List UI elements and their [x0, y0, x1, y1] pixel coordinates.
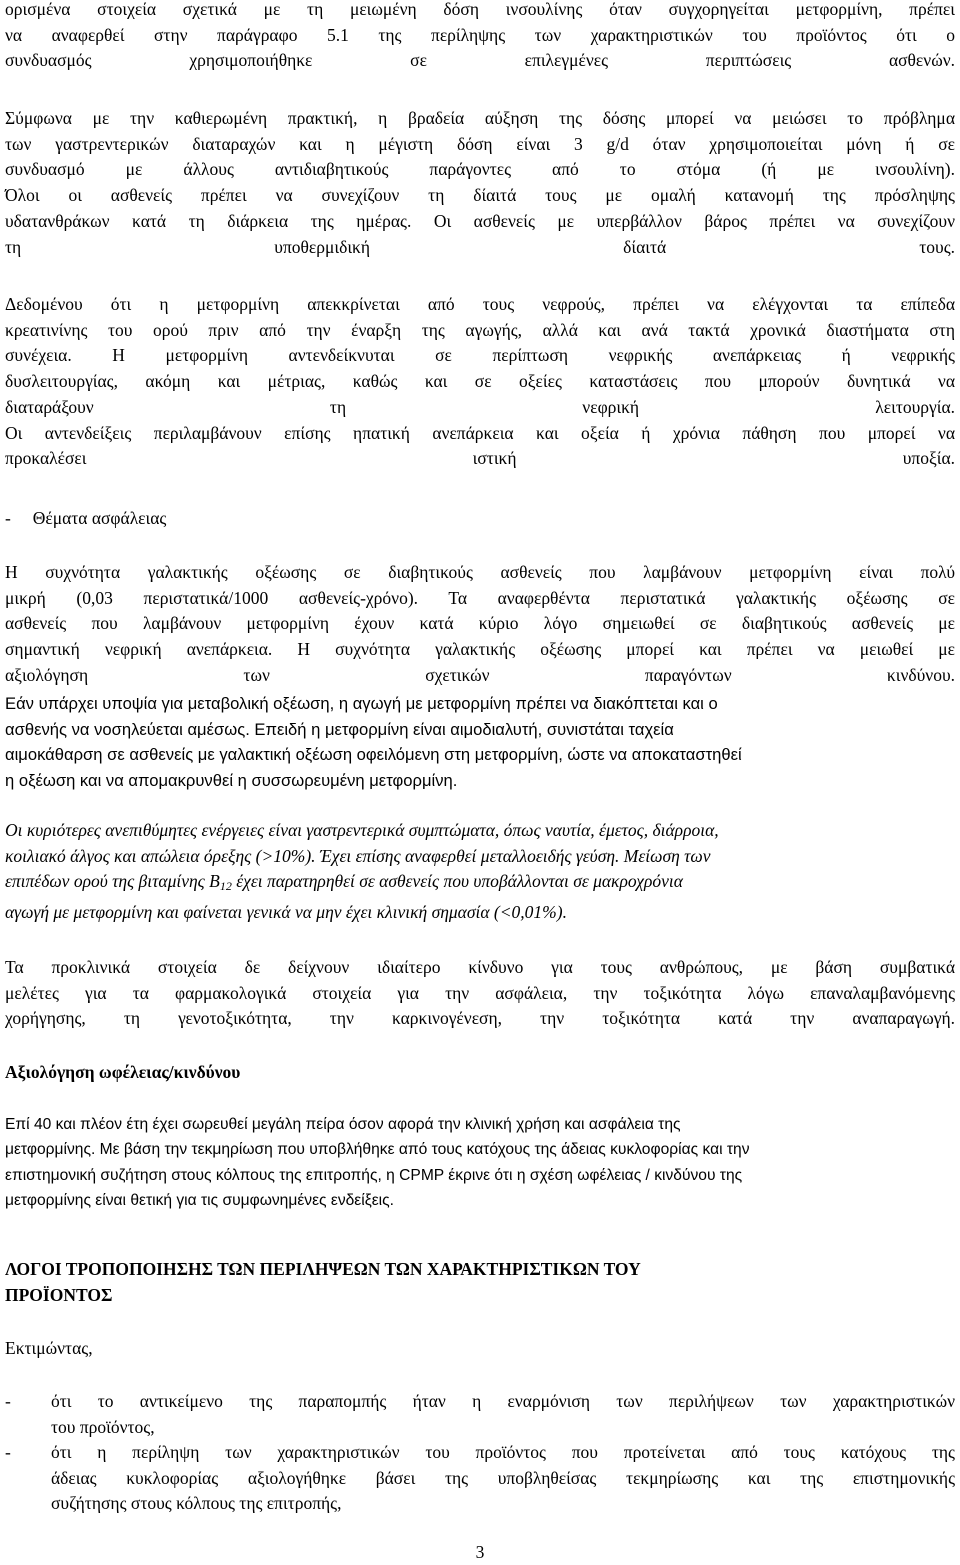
text-line: τη υποθερμιδική δίαιτά τους.	[5, 236, 955, 257]
paragraph-dose	[5, 106, 955, 260]
list-item	[5, 1440, 955, 1518]
text-line: κοιλιακό άλγος και απώλεια όρεξης (>10%). Έχει επίσης αναφερθεί μεταλλοειδής γεύση. Μείωση των	[5, 845, 711, 866]
paragraph-intro	[5, 0, 955, 74]
text-line: Εάν υπάρχει υποψία για μεταβολική οξέωση, η αγωγή με μετφορμίνη πρέπει να διακόπτεται και ο	[5, 694, 718, 713]
list-item	[5, 1389, 955, 1441]
heading-line: ΛΟΓΟΙ ΤΡΟΠΟΠΟΙΗΣΗΣ ΤΩΝ ΠΕΡΙΛΗΨΕΩΝ ΤΩΝ ΧΑΡΑΚΤΗΡΙΣΤΙΚΩΝ ΤΟΥ	[5, 1259, 641, 1279]
text-line	[5, 869, 955, 900]
text-line: Η συχνότητα γαλακτικής οξέωσης σε διαβητικούς ασθενείς που λαμβάνουν μετφορμίνη είναι πολύ	[5, 562, 955, 582]
text-line: Επί 40 και πλέον έτη έχει σωρευθεί μεγάλη πείρα όσον αφορά την κλινική χρήση και ασφάλεια της	[5, 1116, 681, 1133]
text-line: υδατανθράκων κατά τη διάρκεια της ημέρας. Οι ασθενείς με υπερβάλλον βάρος πρέπει να συνεχίζουν	[5, 210, 955, 231]
text-line: σημαντική νεφρική ανεπάρκεια. Η συχνότητα γαλακτικής οξέωσης μπορεί και πρέπει να μειωθεί με	[5, 639, 955, 660]
list-item-text	[51, 1389, 955, 1440]
text-fragment: έχει παρατηρηθεί σε ασθενείς που υποβάλλονται σε μακροχρόνια	[231, 871, 683, 892]
section-heading-safety: - Θέματα ασφάλειας	[5, 508, 167, 528]
paragraph-renal	[5, 292, 955, 472]
paragraph-preclinical	[5, 955, 955, 1032]
text-line: διαταράξουν τη νεφρική λειτουργία.	[5, 396, 955, 417]
paragraph-benefit-risk	[5, 1112, 955, 1213]
list-item-text	[51, 1440, 955, 1517]
subscript: 12	[219, 879, 232, 894]
page-number: 3	[475, 1542, 485, 1562]
text-fragment: επιπέδων ορού της βιταμίνης Β	[5, 871, 220, 892]
text-line: μετφορμίνης είναι θετική για τις συμφωνημένες ενδείξεις.	[5, 1191, 394, 1209]
text-line: επιστημονική συζήτηση στους κόλπους της επιτροπής, η CPMP έκρινε ότι η σχέση ωφέλειας / κινδύνου της	[5, 1166, 743, 1184]
section-heading-benefit-risk: Αξιολόγηση ωφέλειας/κινδύνου	[5, 1062, 241, 1082]
text-line: αιμοκάθαρση σε ασθενείς με γαλακτική οξέωση οφειλόμενη στη μετφορμίνη, ώστε να αποκαταστηθεί	[5, 745, 742, 765]
paragraph-adverse-reactions	[5, 818, 955, 926]
text-line: μικρή (0,03 περιστατικά/1000 ασθενείς-χρόνο). Τα αναφερθέντα περιστατικά γαλακτικής οξέωσης σε	[5, 587, 955, 608]
section-heading-grounds	[5, 1256, 955, 1308]
text-line: η οξέωση και να απομακρυνθεί η συσσωρευμένη μετφορμίνη.	[5, 771, 458, 791]
paragraph-metabolic-acidosis	[5, 691, 955, 794]
text-line: συνέχεια. Η μετφορμίνη αντενδείκνυται σε περίπτωση νεφρικής ανεπάρκειας ή νεφρικής	[5, 345, 955, 366]
text-line: κρεατινίνης του ορού πριν από την έναρξη της αγωγής, αλλά και ανά τακτά χρονικά διαστήματα στη	[5, 319, 955, 340]
text-line: Οι αντενδείξεις περιλαμβάνουν επίσης ηπατική ανεπάρκεια και οξεία ή χρόνια πάθηση που μπορεί να	[5, 422, 955, 443]
text-line: των γαστρεντερικών διαταραχών και η μέγιστη δόση είναι 3 g/d όταν χρησιμοποιείται μόνη ή σε	[5, 133, 955, 154]
list-dash: -	[5, 1442, 11, 1462]
text-line: Τα προκλινικά στοιχεία δε δείχνουν ιδιαίτερο κίνδυνο για τους ανθρώπους, με βάση συμβατικά	[5, 957, 955, 977]
text-line: να αναφερθεί στην παράγραφο 5.1 της περίληψης των χαρακτηριστικών του προϊόντος ότι ο	[5, 24, 955, 45]
heading-line: ΠΡΟΪΟΝΤΟΣ	[5, 1285, 113, 1305]
text-line: άδειας κυκλοφορίας αξιολογήθηκε βάσει της υποβληθείσας τεκμηρίωσης και της επιστημονικής	[51, 1467, 955, 1488]
text-line: ότι το αντικείμενο της παραπομπής ήταν η εναρμόνιση των περιλήψεων των χαρακτηριστικών	[51, 1391, 955, 1411]
text-line: προκαλέσει ιστική υποξία.	[5, 448, 955, 469]
list-dash: -	[5, 1391, 11, 1411]
text-line: ασθενείς που λαμβάνουν μετφορμίνη έχουν κατά κύριο λόγο σημειωθεί σε διαβητικούς ασθενείς με	[5, 613, 955, 634]
text-line: μετφορμίνης. Με βάση την τεκμηρίωση που υποβλήθηκε από τους κατόχους της άδειας κυκλοφορίας και την	[5, 1141, 750, 1159]
text-line: συνδυασμό με άλλους αντιδιαβητικούς παράγοντες από το στόμα (ή με ινσουλίνη).	[5, 159, 955, 180]
text-line: αγωγή με μετφορμίνη και φαίνεται γενικά να μην έχει κλινική σημασία (<0,01%).	[5, 902, 567, 923]
text-line: Οι κυριότερες ανεπιθύμητες ενέργειες είναι γαστρεντερικά συμπτώματα, όπως ναυτία, έμετος, διάρροια,	[5, 820, 719, 840]
text-line: Όλοι οι ασθενείς πρέπει να συνεχίζουν τη δίαιτά τους με ομαλή κατανομή της πρόσληψης	[5, 185, 955, 206]
text-line: συζήτησης στους κόλπους της επιτροπής,	[51, 1493, 342, 1514]
text-line: Δεδομένου ότι η μετφορμίνη απεκκρίνεται από τους νεφρούς, πρέπει να ελέγχονται τα επίπεδα	[5, 294, 955, 314]
text-line: αξιολόγηση των σχετικών παραγόντων κινδύνου.	[5, 664, 955, 685]
whereas-label: Εκτιμώντας,	[5, 1338, 93, 1358]
text-line: μελέτες για τα φαρμακολογικά στοιχεία για την ασφάλεια, την τοξικότητα λόγω επαναλαμβανόμενης	[5, 982, 955, 1003]
text-line: χορήγησης, τη γενοτοξικότητα, την καρκινογένεση, την τοξικότητα κατά την αναπαραγωγή.	[5, 1008, 955, 1029]
text-line: ότι η περίληψη των χαρακτηριστικών του προϊόντος που προτείνεται από τους κατόχους της	[51, 1442, 955, 1462]
paragraph-lactic-acidosis	[5, 560, 955, 689]
text-line: δυσλειτουργίας, ακόμη και μέτριας, καθώς και σε οξείες καταστάσεις που μπορούν δυνητικά να	[5, 371, 955, 392]
text-line: Σύμφωνα με την καθιερωμένη πρακτική, η βραδεία αύξηση της δόσης μπορεί να μειώσει το πρόβλημα	[5, 108, 955, 128]
text-line: ορισμένα στοιχεία σχετικά με τη μειωμένη δόση ινσουλίνης όταν συγχορηγείται μετφορμίνη, πρέπει	[5, 0, 955, 19]
text-line: του προϊόντος,	[51, 1416, 155, 1437]
text-line: ασθενής να νοσηλεύεται αμέσως. Επειδή η μετφορμίνη είναι αιμοδιαλυτή, συνιστάται ταχεία	[5, 719, 674, 739]
text-line: συνδυασμός χρησιμοποιήθηκε σε επιλεγμένες περιπτώσεις ασθενών.	[5, 50, 955, 71]
